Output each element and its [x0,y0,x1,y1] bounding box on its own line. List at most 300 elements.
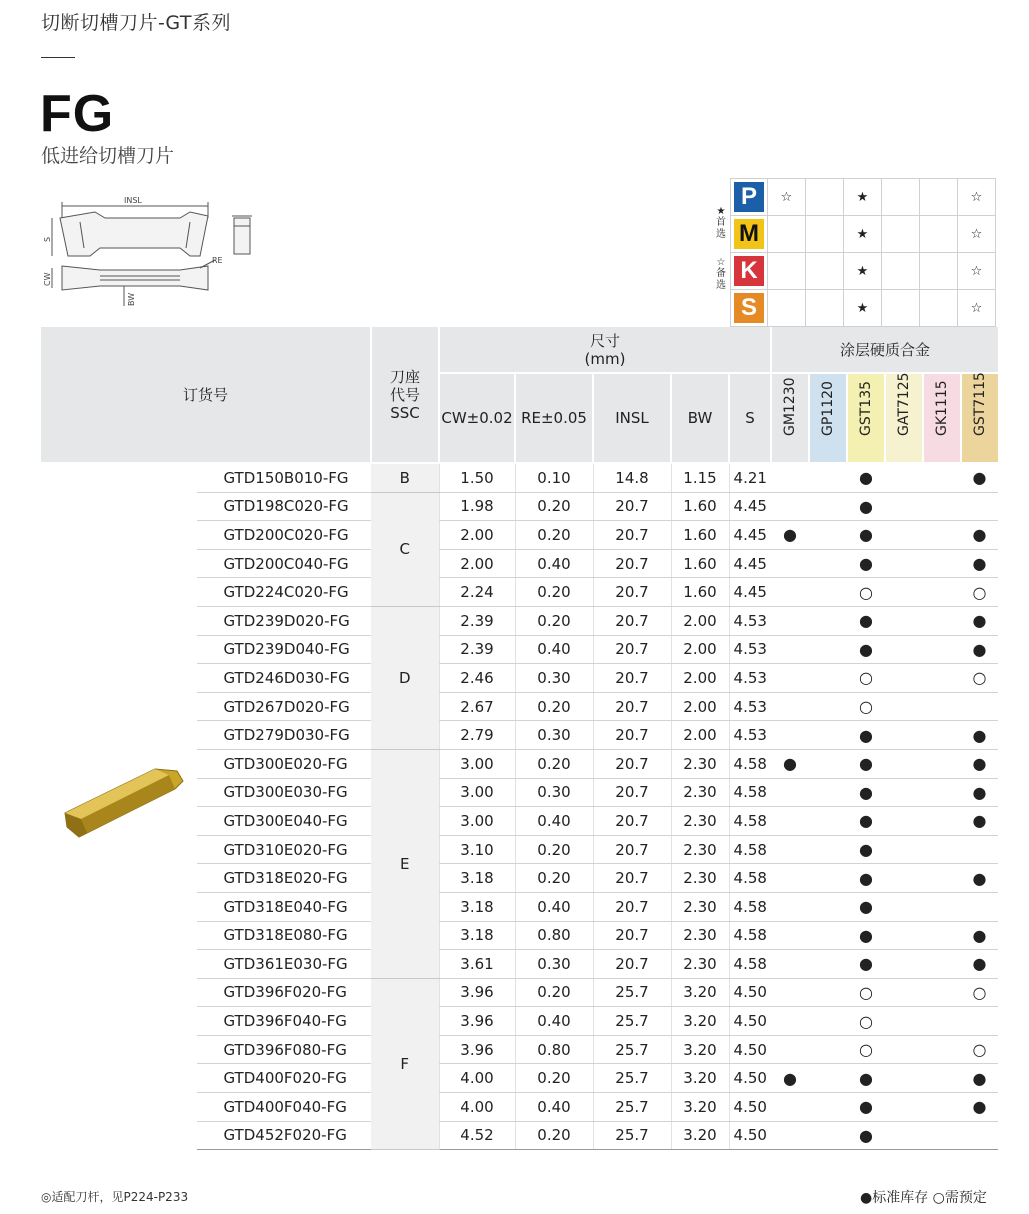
stock-status: ● [847,721,885,750]
stock-status [923,463,961,492]
dimension-value: 2.30 [671,864,729,893]
stock-status [923,749,961,778]
dimension-value: 3.20 [671,1007,729,1036]
suitability-mark [882,216,920,253]
order-code: GTD300E020-FG [197,749,371,778]
stock-status: ● [847,778,885,807]
dimension-value: 0.30 [515,778,593,807]
stock-status: ● [961,921,998,950]
dimension-value: 4.50 [729,1121,771,1150]
stock-legend: ●标准库存 ○需预定 [860,1190,987,1206]
insert-image [41,463,197,1150]
dimension-value: 4.53 [729,635,771,664]
stock-status [923,978,961,1007]
stock-status: ● [847,1121,885,1150]
dimension-value: 3.18 [439,864,515,893]
stock-status: ● [847,807,885,836]
grade-header: GST135 [847,373,885,463]
stock-status: ● [847,1093,885,1122]
material-badge: P [734,182,764,212]
dimension-value: 0.30 [515,664,593,693]
stock-status [771,549,809,578]
stock-status [809,521,847,550]
stock-status [771,1035,809,1064]
stock-status [809,778,847,807]
stock-status [961,492,998,521]
dimension-value: 4.50 [729,1093,771,1122]
dimension-value: 0.20 [515,749,593,778]
stock-status [885,921,923,950]
stock-status [809,892,847,921]
stock-status: ○ [847,978,885,1007]
dimension-value: 14.8 [593,463,671,492]
stock-status: ● [961,463,998,492]
stock-status: ● [961,721,998,750]
material-cell [731,216,768,253]
dimension-value: 20.7 [593,606,671,635]
dimension-value: 4.58 [729,807,771,836]
dimension-value: 4.50 [729,1007,771,1036]
order-code: GTD200C020-FG [197,521,371,550]
stock-status [885,521,923,550]
holder-reference-note: ◎适配刀杆，见P224-P233 [41,1190,189,1204]
stock-status [923,892,961,921]
stock-status [885,1121,923,1150]
stock-status [885,807,923,836]
dimension-value: 2.00 [671,692,729,721]
dimension-value: 3.00 [439,807,515,836]
dimension-value: 0.40 [515,1093,593,1122]
suitability-mark: ☆ [958,290,996,327]
suitability-mark: ☆ [958,253,996,290]
dimension-value: 0.20 [515,1064,593,1093]
stock-status [809,1007,847,1036]
dimension-value: 3.61 [439,950,515,979]
stock-status [923,1035,961,1064]
dimension-value: 20.7 [593,835,671,864]
stock-status [885,492,923,521]
dimension-value: 4.58 [729,892,771,921]
alternative-label: 备选 [716,268,726,291]
stock-status [923,549,961,578]
dimension-value: 2.67 [439,692,515,721]
dimension-value: 25.7 [593,1064,671,1093]
dimension-value: 3.00 [439,749,515,778]
stock-status [885,864,923,893]
dimension-value: 2.00 [671,664,729,693]
dimension-value: 1.60 [671,578,729,607]
stock-status [771,978,809,1007]
dimension-value: 20.7 [593,664,671,693]
dimension-value: 4.45 [729,492,771,521]
dimension-value: 25.7 [593,978,671,1007]
stock-status [885,463,923,492]
stock-status [885,749,923,778]
stock-status [885,1064,923,1093]
holder-code: F [371,978,439,1150]
stock-status: ● [961,864,998,893]
dimension-value: 2.30 [671,921,729,950]
dimension-value: 1.60 [671,521,729,550]
grade-header: GAT7125 [885,373,923,463]
dimension-value: 20.7 [593,921,671,950]
dimension-value: 4.00 [439,1093,515,1122]
stock-status [771,721,809,750]
order-code: GTD318E040-FG [197,892,371,921]
stock-status [809,978,847,1007]
stock-status: ○ [847,1007,885,1036]
material-cell [731,253,768,290]
stock-status [809,664,847,693]
page-title: FG [40,85,115,143]
stock-status [923,921,961,950]
stock-status: ● [847,463,885,492]
order-code: GTD361E030-FG [197,950,371,979]
dimension-value: 0.20 [515,864,593,893]
stock-status: ● [961,807,998,836]
stock-status: ○ [961,1035,998,1064]
order-code: GTD198C020-FG [197,492,371,521]
stock-status [809,864,847,893]
dimension-value: 4.53 [729,692,771,721]
stock-status: ● [961,749,998,778]
suitability-mark: ☆ [958,216,996,253]
stock-status [809,721,847,750]
stock-status [809,1035,847,1064]
dimension-value: 1.60 [671,549,729,578]
order-code: GTD310E020-FG [197,835,371,864]
stock-status: ○ [847,578,885,607]
dimension-value: 20.7 [593,721,671,750]
dimension-value: 0.20 [515,578,593,607]
page-subtitle: 低进给切槽刀片 [41,145,175,167]
stock-status [923,807,961,836]
holder-code: B [371,463,439,492]
stock-status [923,578,961,607]
stock-status [961,692,998,721]
dimension-value: 0.30 [515,950,593,979]
dimension-value: 4.53 [729,606,771,635]
dimension-value: 4.45 [729,549,771,578]
insert-dimension-diagram [40,188,270,313]
stock-status: ○ [961,664,998,693]
suitability-mark [920,290,958,327]
stock-status [923,778,961,807]
stock-status: ● [961,549,998,578]
stock-status [809,835,847,864]
order-code: GTD396F080-FG [197,1035,371,1064]
dimension-value: 3.10 [439,835,515,864]
dimension-value: 2.24 [439,578,515,607]
dimension-value: 20.7 [593,578,671,607]
stock-status: ○ [847,692,885,721]
dimension-header: BW [671,373,729,463]
material-legend [712,206,730,326]
stock-status [771,921,809,950]
stock-status: ● [847,549,885,578]
dimension-value: 2.00 [671,721,729,750]
dimension-value: 3.20 [671,1035,729,1064]
preferred-label: 首选 [716,217,726,240]
stock-status: ● [847,892,885,921]
dimension-value: 2.30 [671,749,729,778]
stock-status [771,606,809,635]
stock-status [771,664,809,693]
dimension-value: 4.58 [729,864,771,893]
divider [41,57,75,58]
dimension-value: 0.10 [515,463,593,492]
suitability-mark: ★ [844,253,882,290]
stock-status: ● [847,1064,885,1093]
dimension-value: 1.50 [439,463,515,492]
stock-status [885,1035,923,1064]
holder-code: C [371,492,439,606]
dimension-value: 0.20 [515,835,593,864]
stock-status [809,463,847,492]
order-code: GTD246D030-FG [197,664,371,693]
dimension-value: 0.20 [515,521,593,550]
stock-status [923,492,961,521]
suitability-mark [920,179,958,216]
suitability-mark: ★ [844,290,882,327]
stock-status [923,635,961,664]
order-code: GTD318E020-FG [197,864,371,893]
suitability-mark [882,253,920,290]
order-code: GTD279D030-FG [197,721,371,750]
dimension-value: 3.20 [671,1121,729,1150]
stock-status: ● [847,492,885,521]
stock-status [923,1121,961,1150]
suitability-mark [882,290,920,327]
dimension-value: 2.00 [439,549,515,578]
stock-status: ○ [961,578,998,607]
suitability-mark [768,290,806,327]
dimension-value: 0.40 [515,635,593,664]
stock-status [771,692,809,721]
dimension-value: 4.45 [729,578,771,607]
stock-status: ● [961,521,998,550]
coated-carbide-header: 涂层硬质合金 [771,327,998,373]
dimension-value: 20.7 [593,492,671,521]
stock-status [771,892,809,921]
grade-header: GST7115 [961,373,998,463]
dimension-value: 0.20 [515,692,593,721]
stock-status [923,721,961,750]
order-code: GTD396F020-FG [197,978,371,1007]
dimension-value: 3.20 [671,978,729,1007]
stock-status: ● [961,778,998,807]
dimension-header: CW±0.02 [439,373,515,463]
dimension-value: 2.00 [439,521,515,550]
order-code: GTD267D020-FG [197,692,371,721]
dimension-value: 20.7 [593,635,671,664]
suitability-mark: ☆ [768,179,806,216]
stock-status [809,492,847,521]
dimension-value: 1.98 [439,492,515,521]
dimension-value: 20.7 [593,549,671,578]
stock-status [885,721,923,750]
dimension-value: 0.30 [515,721,593,750]
dimension-value: 20.7 [593,692,671,721]
stock-status [923,950,961,979]
dimension-value: 0.20 [515,978,593,1007]
stock-status: ● [847,635,885,664]
stock-status [885,978,923,1007]
stock-status: ○ [961,978,998,1007]
stock-status [771,864,809,893]
suitability-mark [806,290,844,327]
material-badge: K [734,256,764,286]
suitability-mark [920,253,958,290]
order-code: GTD200C040-FG [197,549,371,578]
stock-status [923,864,961,893]
diagram-label: INSL [124,196,142,205]
diagram-label: BW [127,292,136,306]
stock-status [809,950,847,979]
order-code-header: 订货号 [41,327,371,463]
dimension-value: 4.58 [729,950,771,979]
dimension-value: 0.40 [515,807,593,836]
stock-status [923,1064,961,1093]
stock-status: ● [771,1064,809,1093]
dimension-value: 0.40 [515,549,593,578]
dimension-value: 3.20 [671,1064,729,1093]
stock-status [885,549,923,578]
stock-status [809,578,847,607]
stock-status: ● [847,521,885,550]
suitability-mark [920,216,958,253]
stock-status [885,692,923,721]
stock-status [885,835,923,864]
table-row [41,463,998,492]
diagram-label: S [43,236,52,242]
stock-status [809,1064,847,1093]
stock-status [809,749,847,778]
suitability-mark [806,179,844,216]
stock-status [771,950,809,979]
dimension-value: 3.18 [439,892,515,921]
stock-status [885,1093,923,1122]
stock-status: ● [961,606,998,635]
dimension-value: 4.50 [729,1064,771,1093]
stock-status: ● [771,521,809,550]
dimension-value: 0.20 [515,606,593,635]
stock-status [885,606,923,635]
stock-status [771,635,809,664]
dimension-value: 1.15 [671,463,729,492]
stock-status [771,778,809,807]
stock-status: ● [847,835,885,864]
stock-status: ● [847,749,885,778]
dimension-value: 25.7 [593,1035,671,1064]
dimension-value: 2.30 [671,778,729,807]
order-code: GTD239D020-FG [197,606,371,635]
stock-status [809,1093,847,1122]
dimension-value: 25.7 [593,1121,671,1150]
order-code: GTD400F040-FG [197,1093,371,1122]
stock-status [923,1007,961,1036]
preferred-symbol: ★ [716,206,726,217]
material-suitability-table [730,178,996,327]
dimension-value: 4.50 [729,1035,771,1064]
stock-status [809,606,847,635]
stock-status [809,549,847,578]
dimension-value: 20.7 [593,950,671,979]
dimension-value: 3.00 [439,778,515,807]
stock-status [771,578,809,607]
dimension-value: 20.7 [593,807,671,836]
stock-status [809,692,847,721]
stock-status [809,635,847,664]
dimension-value: 3.96 [439,978,515,1007]
stock-status: ● [961,1064,998,1093]
dimension-value: 0.40 [515,1007,593,1036]
dimension-header: INSL [593,373,671,463]
dimension-value: 3.18 [439,921,515,950]
stock-status [923,835,961,864]
material-cell [731,290,768,327]
suitability-mark: ☆ [958,179,996,216]
holder-code: D [371,606,439,749]
dimension-header: S [729,373,771,463]
dimension-value: 20.7 [593,892,671,921]
suitability-mark: ★ [844,216,882,253]
dimension-value: 0.80 [515,1035,593,1064]
dimension-value: 4.52 [439,1121,515,1150]
material-badge: M [734,219,764,249]
order-code: GTD239D040-FG [197,635,371,664]
order-code: GTD452F020-FG [197,1121,371,1150]
dimension-value: 4.45 [729,521,771,550]
grade-header: GM1230 [771,373,809,463]
order-code: GTD300E030-FG [197,778,371,807]
dimension-value: 25.7 [593,1007,671,1036]
dimension-value: 3.96 [439,1035,515,1064]
dimension-value: 4.50 [729,978,771,1007]
diagram-label: CW [43,272,52,286]
dimension-value: 20.7 [593,864,671,893]
dimension-header: RE±0.05 [515,373,593,463]
stock-status [961,1007,998,1036]
stock-status [885,892,923,921]
dimension-value: 2.30 [671,892,729,921]
stock-status [923,664,961,693]
order-code: GTD396F040-FG [197,1007,371,1036]
dimension-value: 2.30 [671,807,729,836]
dimension-value: 3.96 [439,1007,515,1036]
dimension-value: 0.40 [515,892,593,921]
dimension-value: 4.53 [729,721,771,750]
dimension-value: 4.53 [729,664,771,693]
stock-status: ● [847,921,885,950]
stock-status: ● [847,864,885,893]
dimension-value: 2.79 [439,721,515,750]
stock-status [923,1093,961,1122]
stock-status [885,1007,923,1036]
stock-status [771,835,809,864]
dimension-value: 1.60 [671,492,729,521]
stock-status: ● [961,1093,998,1122]
stock-status: ● [961,635,998,664]
stock-status [923,692,961,721]
stock-status [771,463,809,492]
alternative-symbol: ☆ [716,257,726,268]
suitability-mark: ★ [844,179,882,216]
size-header: 尺寸 (mm) [439,327,771,373]
diagram-label: RE [212,256,223,265]
stock-status: ○ [847,664,885,693]
stock-status [809,1121,847,1150]
